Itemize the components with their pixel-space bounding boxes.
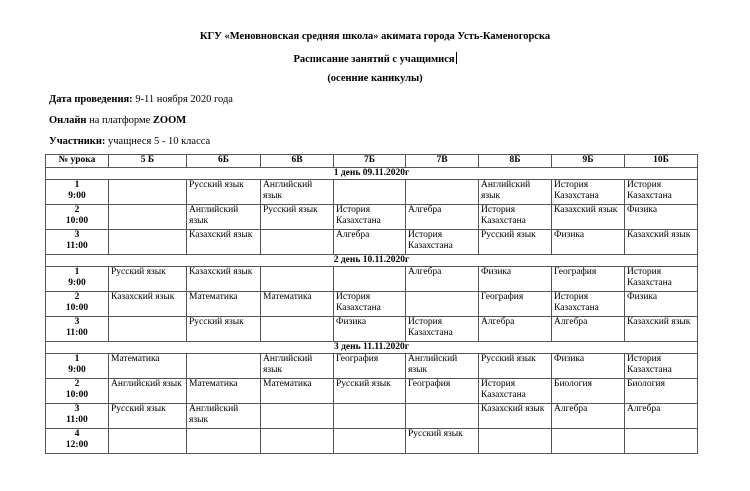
holiday-subtitle: (осенние каникулы) (327, 73, 423, 84)
subject-cell: Физика (552, 354, 625, 379)
day-title: 1 день 09.11.2020г (46, 168, 698, 180)
header-class: 8Б (479, 155, 552, 168)
subject-cell (109, 230, 187, 255)
table-row (46, 354, 698, 379)
table-row (46, 267, 698, 292)
school-title: КГУ «Меновновская средняя школа» акимата города Усть-Каменогорска (199, 31, 551, 42)
table-row (46, 429, 698, 454)
table-row (46, 180, 698, 205)
subject-cell: История Казахстана (625, 180, 698, 205)
subject-cell: Алгебра (334, 230, 406, 255)
subject-cell: Русский язык (187, 180, 261, 205)
subject-cell: Математика (109, 354, 187, 379)
subject-cell: Казахский язык (109, 292, 187, 317)
lesson-number: 1 (74, 354, 80, 364)
subject-cell: История Казахстана (479, 205, 552, 230)
table-row (46, 292, 698, 317)
participants-label: Участники: (49, 136, 106, 147)
subject-cell (479, 429, 552, 454)
lesson-time: 10:00 (65, 303, 89, 313)
lesson-number-cell (46, 267, 109, 292)
lesson-time: 9:00 (68, 191, 86, 201)
subject-cell: Английский язык (109, 379, 187, 404)
header-class: 7В (406, 155, 479, 168)
day-row (46, 342, 698, 354)
subject-cell: Биология (625, 379, 698, 404)
subject-cell: Русский язык (261, 205, 334, 230)
subject-cell (109, 205, 187, 230)
subject-cell: География (552, 267, 625, 292)
subject-cell: Русский язык (406, 429, 479, 454)
subject-cell: География (479, 292, 552, 317)
subject-cell: Русский язык (479, 230, 552, 255)
subject-cell: Алгебра (625, 404, 698, 429)
table-row (46, 205, 698, 230)
day-title: 2 день 10.11.2020г (46, 255, 698, 267)
date-value: 9-11 ноября 2020 года (132, 94, 233, 105)
subject-cell (261, 429, 334, 454)
subject-cell (334, 267, 406, 292)
subject-cell: География (334, 354, 406, 379)
subject-cell: Биология (552, 379, 625, 404)
subject-cell: Казахский язык (552, 205, 625, 230)
header-row (46, 155, 698, 168)
subject-cell: Алгебра (406, 205, 479, 230)
day-row (46, 255, 698, 267)
subject-cell: Английский язык (479, 180, 552, 205)
subject-cell: Физика (334, 317, 406, 342)
schedule-title (0, 52, 750, 66)
header-class: 9Б (552, 155, 625, 168)
subject-cell (261, 404, 334, 429)
online-line (49, 115, 186, 127)
table-row (46, 379, 698, 404)
lesson-number-cell (46, 230, 109, 255)
day-title: 3 день 11.11.2020г (46, 342, 698, 354)
subject-cell: Английский язык (261, 354, 334, 379)
lesson-time: 9:00 (68, 278, 86, 288)
subject-cell (187, 354, 261, 379)
header-lesson-number: № урока (46, 155, 109, 168)
lesson-number: 3 (74, 317, 80, 327)
subject-cell: Казахский язык (625, 230, 698, 255)
subject-cell: История Казахстана (625, 354, 698, 379)
subject-cell: История Казахстана (334, 205, 406, 230)
lesson-number: 1 (74, 180, 80, 190)
subject-cell: История Казахстана (406, 230, 479, 255)
subject-cell: Физика (625, 205, 698, 230)
subject-cell (109, 317, 187, 342)
lesson-time: 12:00 (65, 440, 89, 450)
subject-cell (109, 180, 187, 205)
subject-cell: Английский язык (406, 354, 479, 379)
subject-cell: Физика (625, 292, 698, 317)
schedule-title-text: Расписание занятий с учащимися (293, 54, 455, 65)
subject-cell: Алгебра (479, 317, 552, 342)
lesson-time: 10:00 (65, 390, 89, 400)
lesson-number-cell (46, 404, 109, 429)
schedule-table (45, 154, 698, 454)
subject-cell (109, 429, 187, 454)
lesson-number-cell (46, 205, 109, 230)
lesson-number-cell (46, 379, 109, 404)
lesson-time: 11:00 (66, 415, 88, 425)
subject-cell (625, 429, 698, 454)
subject-cell (406, 180, 479, 205)
subject-cell: История Казахстана (625, 267, 698, 292)
text-cursor (456, 52, 457, 64)
lesson-number-cell (46, 292, 109, 317)
subject-cell: Английский язык (187, 404, 261, 429)
lesson-number: 3 (74, 404, 80, 414)
subject-cell: Казахский язык (187, 230, 261, 255)
lesson-number: 2 (74, 379, 80, 389)
subject-cell (261, 230, 334, 255)
subject-cell: История Казахстана (479, 379, 552, 404)
date-label: Дата проведения: (49, 94, 133, 105)
subject-cell (261, 317, 334, 342)
lesson-time: 10:00 (65, 216, 89, 226)
online-label: Онлайн (49, 115, 87, 126)
platform-name: ZOOM (152, 115, 187, 126)
subject-cell: Казахский язык (625, 317, 698, 342)
subject-cell (406, 292, 479, 317)
header-class: 10Б (625, 155, 698, 168)
subject-cell (334, 429, 406, 454)
participants-line (49, 136, 210, 148)
day-row (46, 168, 698, 180)
subject-cell (187, 429, 261, 454)
lesson-number: 2 (74, 205, 80, 215)
header-class: 6Б (187, 155, 261, 168)
subject-cell: Русский язык (334, 379, 406, 404)
header-class: 6В (261, 155, 334, 168)
subject-cell (334, 180, 406, 205)
subject-cell: Казахский язык (479, 404, 552, 429)
participants-value: учащнеся 5 - 10 класса (105, 136, 211, 147)
subject-cell: Физика (552, 230, 625, 255)
subject-cell: Математика (261, 292, 334, 317)
subject-cell: Английский язык (261, 180, 334, 205)
subject-cell: История Казахстана (406, 317, 479, 342)
header-class: 5 Б (109, 155, 187, 168)
subject-cell: Физика (479, 267, 552, 292)
subject-cell: География (406, 379, 479, 404)
subject-cell: Алгебра (552, 317, 625, 342)
subject-cell: Алгебра (406, 267, 479, 292)
subject-cell (406, 404, 479, 429)
subject-cell: Английский язык (187, 205, 261, 230)
subject-cell: Алгебра (552, 404, 625, 429)
subject-cell: Русский язык (109, 267, 187, 292)
subject-cell (552, 429, 625, 454)
lesson-number: 4 (74, 429, 80, 439)
online-text: на платформе (86, 115, 153, 126)
table-row (46, 317, 698, 342)
subject-cell: Математика (261, 379, 334, 404)
lesson-time: 11:00 (66, 241, 88, 251)
lesson-time: 11:00 (66, 328, 88, 338)
lesson-number-cell (46, 354, 109, 379)
subject-cell (334, 404, 406, 429)
lesson-number: 3 (74, 230, 80, 240)
subject-cell: Математика (187, 292, 261, 317)
subject-cell: Русский язык (187, 317, 261, 342)
lesson-time: 9:00 (68, 365, 86, 375)
table-row (46, 404, 698, 429)
subject-cell: Русский язык (479, 354, 552, 379)
lesson-number-cell (46, 317, 109, 342)
subject-cell: Математика (187, 379, 261, 404)
subject-cell: История Казахстана (552, 180, 625, 205)
lesson-number-cell (46, 429, 109, 454)
header-class: 7Б (334, 155, 406, 168)
table-row (46, 230, 698, 255)
lesson-number-cell (46, 180, 109, 205)
subject-cell: Казахский язык (187, 267, 261, 292)
subject-cell: Русский язык (109, 404, 187, 429)
subject-cell: История Казахстана (552, 292, 625, 317)
lesson-number: 1 (74, 267, 80, 277)
subject-cell: История Казахстана (334, 292, 406, 317)
lesson-number: 2 (74, 292, 80, 302)
date-line (49, 94, 233, 106)
subject-cell (261, 267, 334, 292)
